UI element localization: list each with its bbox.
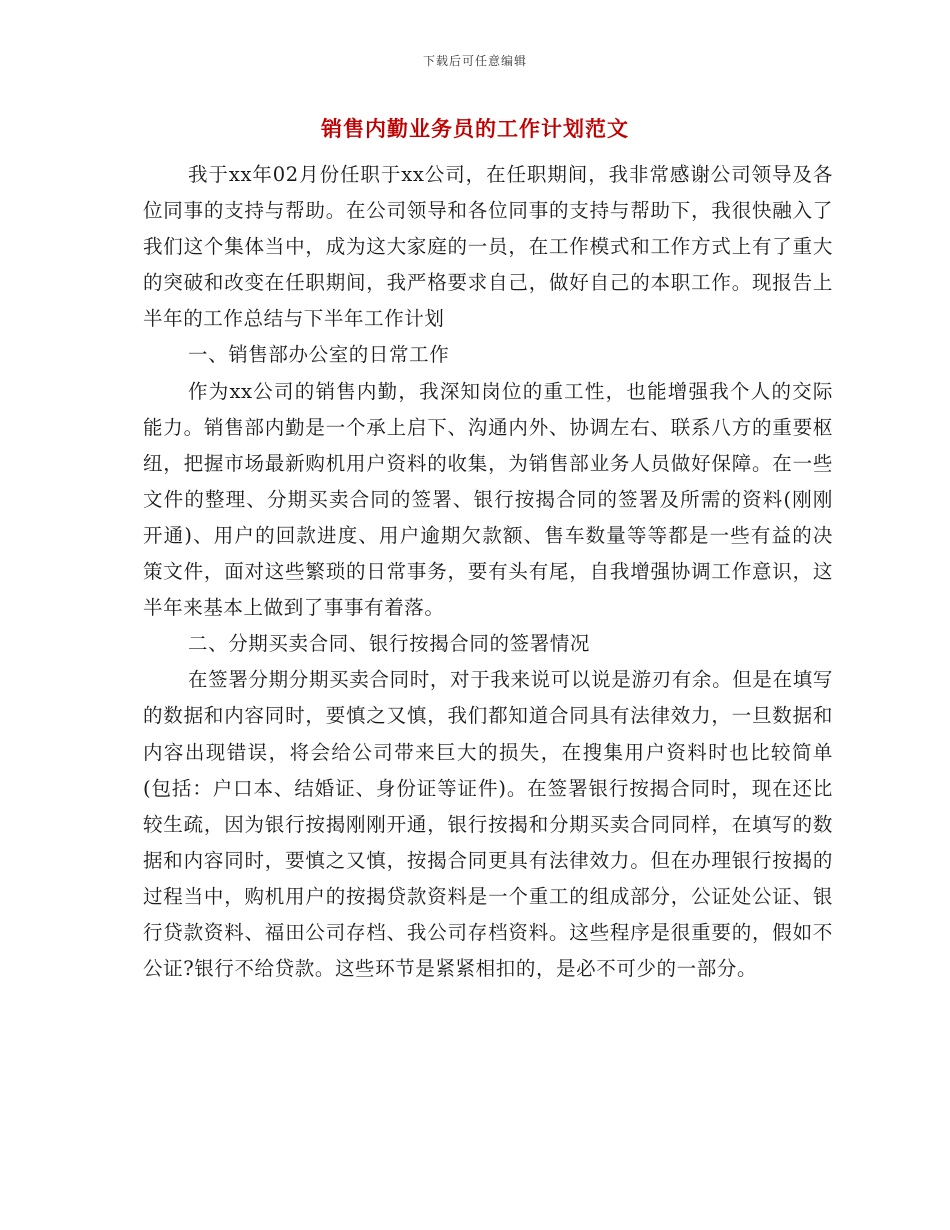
section-heading-1: 一、销售部办公室的日常工作 xyxy=(188,343,450,367)
intro-paragraph: 我于xx年02月份任职于xx公司，在任职期间，我非常感谢公司领导及各位同事的支持与帮助。在公司领导和各位同事的支持与帮助下，我很快融入了我们这个集体当中，成为这大家庭的一员，在工作模式和工作方式上有了重大的突破和改变在任职期间，我严格要求自己，做好自己的本职工作。现报告上半年的工作总结与下半年工作计划 xyxy=(143,163,833,331)
document-body xyxy=(143,157,833,987)
document-title: 销售内勤业务员的工作计划范文 xyxy=(321,116,629,141)
page-header: 下载后可任意编辑 xyxy=(422,54,527,68)
section-1-paragraph: 作为xx公司的销售内勤，我深知岗位的重工性，也能增强我个人的交际能力。销售部内勤是一个承上启下、沟通内外、协调左右、联系八方的重要枢纽，把握市场最新购机用户资料的收集，为销售部业务人员做好保障。在一些文件的整理、分期买卖合同的签署、银行按揭合同的签署及所需的资料(刚刚开通)、用户的回款进度、用户逾期欠款额、售车数量等等都是一些有益的决策文件，面对这些繁琐的日常事务，要有头有尾，自我增强协调工作意识，这半年来基本上做到了事事有着落。 xyxy=(143,379,833,620)
section-heading-2: 二、分期买卖合同、银行按揭合同的签署情况 xyxy=(188,632,591,656)
section-2-paragraph: 在签署分期分期买卖合同时，对于我来说可以说是游刃有余。但是在填写的数据和内容同时，要慎之又慎，我们都知道合同具有法律效力，一旦数据和内容出现错误，将会给公司带来巨大的损失，在搜集用户资料时也比较简单(包括：户口本、结婚证、身份证等证件)。在签署银行按揭合同时，现在还比较生疏，因为银行按揭刚刚开通，银行按揭和分期买卖合同同样，在填写的数据和内容同时，要慎之又慎，按揭合同更具有法律效力。但在办理银行按揭的过程当中，购机用户的按揭贷款资料是一个重工的组成部分，公证处公证、银行贷款资料、福田公司存档、我公司存档资料。这些程序是很重要的，假如不公证?银行不给贷款。这些环节是紧紧相扣的，是必不可少的一部分。 xyxy=(143,668,833,981)
